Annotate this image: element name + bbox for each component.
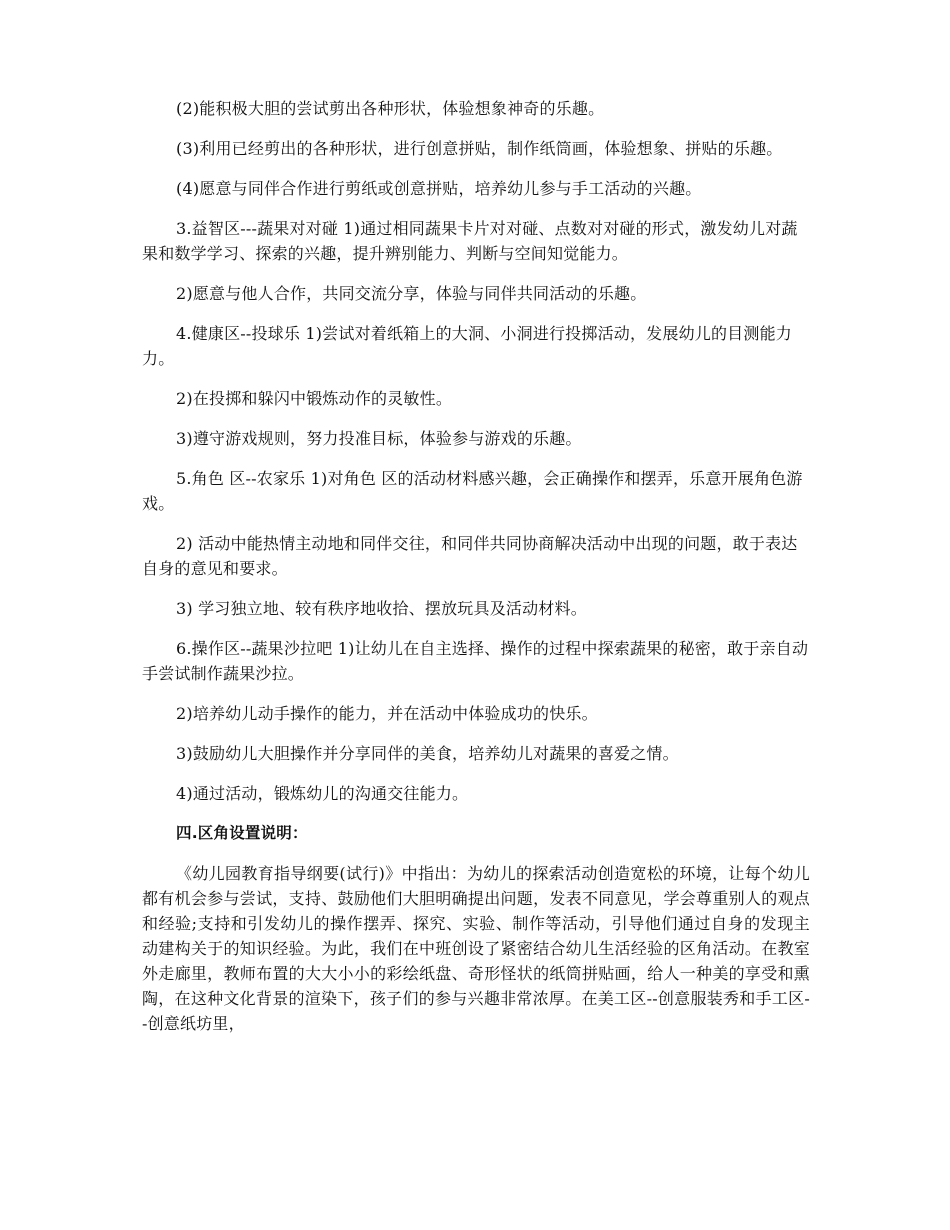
closing-section <box>142 861 810 1036</box>
paragraph-social-skills: 4)通过活动，锻炼幼儿的沟通交往能力。 <box>176 784 469 803</box>
paragraph-game-rules: 3)遵守游戏规则，努力投准目标，体验参与游戏的乐趣。 <box>176 429 582 448</box>
paragraph-agility: 2)在投掷和躲闪中锻炼动作的灵敏性。 <box>176 389 453 408</box>
paragraph-health-area: 4.健康区--投球乐 1)尝试对着纸箱上的大洞、小洞进行投掷活动，发展幼儿的目测能力力。 <box>142 324 792 368</box>
paragraph-hands-on: 2)培养幼儿动手操作的能力，并在活动中体验成功的快乐。 <box>176 704 598 723</box>
paragraph-cut-shapes: (2)能积极大胆的尝试剪出各种形状，体验想象神奇的乐趣。 <box>176 99 605 118</box>
paragraph-communication: 2) 活动中能热情主动地和同伴交往，和同伴共同协商解决活动中出现的问题，敢于表达自身的意见和要求。 <box>142 534 798 578</box>
document-body <box>142 96 810 1036</box>
paragraph-operation-area: 6.操作区--蔬果沙拉吧 1)让幼儿在自主选择、操作的过程中探索蔬果的秘密，敢于亲自动手尝试制作蔬果沙拉。 <box>142 639 809 683</box>
paragraph-puzzle-area: 3.益智区---蔬果对对碰 1)通过相同蔬果卡片对对碰、点数对对碰的形式，激发幼儿对蔬果和数学学习、探索的兴趣，提升辨别能力、判断与空间知觉能力。 <box>142 219 798 263</box>
paragraph-creative-collage: (3)利用已经剪出的各种形状，进行创意拼贴，制作纸筒画，体验想象、拼贴的乐趣。 <box>176 139 783 158</box>
paragraph-role-area: 5.角色 区--农家乐 1)对角色 区的活动材料感兴趣，会正确操作和摆弄，乐意开展角色游戏。 <box>142 469 803 513</box>
paragraph-tidy-up: 3) 学习独立地、较有秩序地收拾、摆放玩具及活动材料。 <box>176 599 587 618</box>
paragraph-guideline-quote: 《幼儿园教育指导纲要(试行)》中指出：为幼儿的探索活动创造宽松的环境，让每个幼儿都有机会参与尝试，支持、鼓励他们大胆明确提出问题，发表不同意见，学会尊重别人的观点和经验;支持和引发幼儿的操作摆弄、探究、实验、制作等活动，引导他们通过自身的发现主动建构关于的知识经验。为此，我们在中班创设了紧密结合幼儿生活经验的区角活动。在教室外走廊里，教师布置的大大小小的彩绘纸盘、奇形怪状的纸筒拼贴画，给人一种美的享受和熏陶，在这种文化背景的渲染下，孩子们的参与兴趣非常浓厚。在美工区--创意服装秀和手工区--创意纸坊里， <box>142 864 810 1033</box>
paragraph-sharing-food: 3)鼓励幼儿大胆操作并分享同伴的美食，培养幼儿对蔬果的喜爱之情。 <box>176 744 679 763</box>
paragraph-share: 2)愿意与他人合作，共同交流分享，体验与同伴共同活动的乐趣。 <box>176 284 647 303</box>
section-heading: 四.区角设置说明： <box>176 824 308 842</box>
paragraph-cooperation: (4)愿意与同伴合作进行剪纸或创意拼贴，培养幼儿参与手工活动的兴趣。 <box>176 179 702 198</box>
